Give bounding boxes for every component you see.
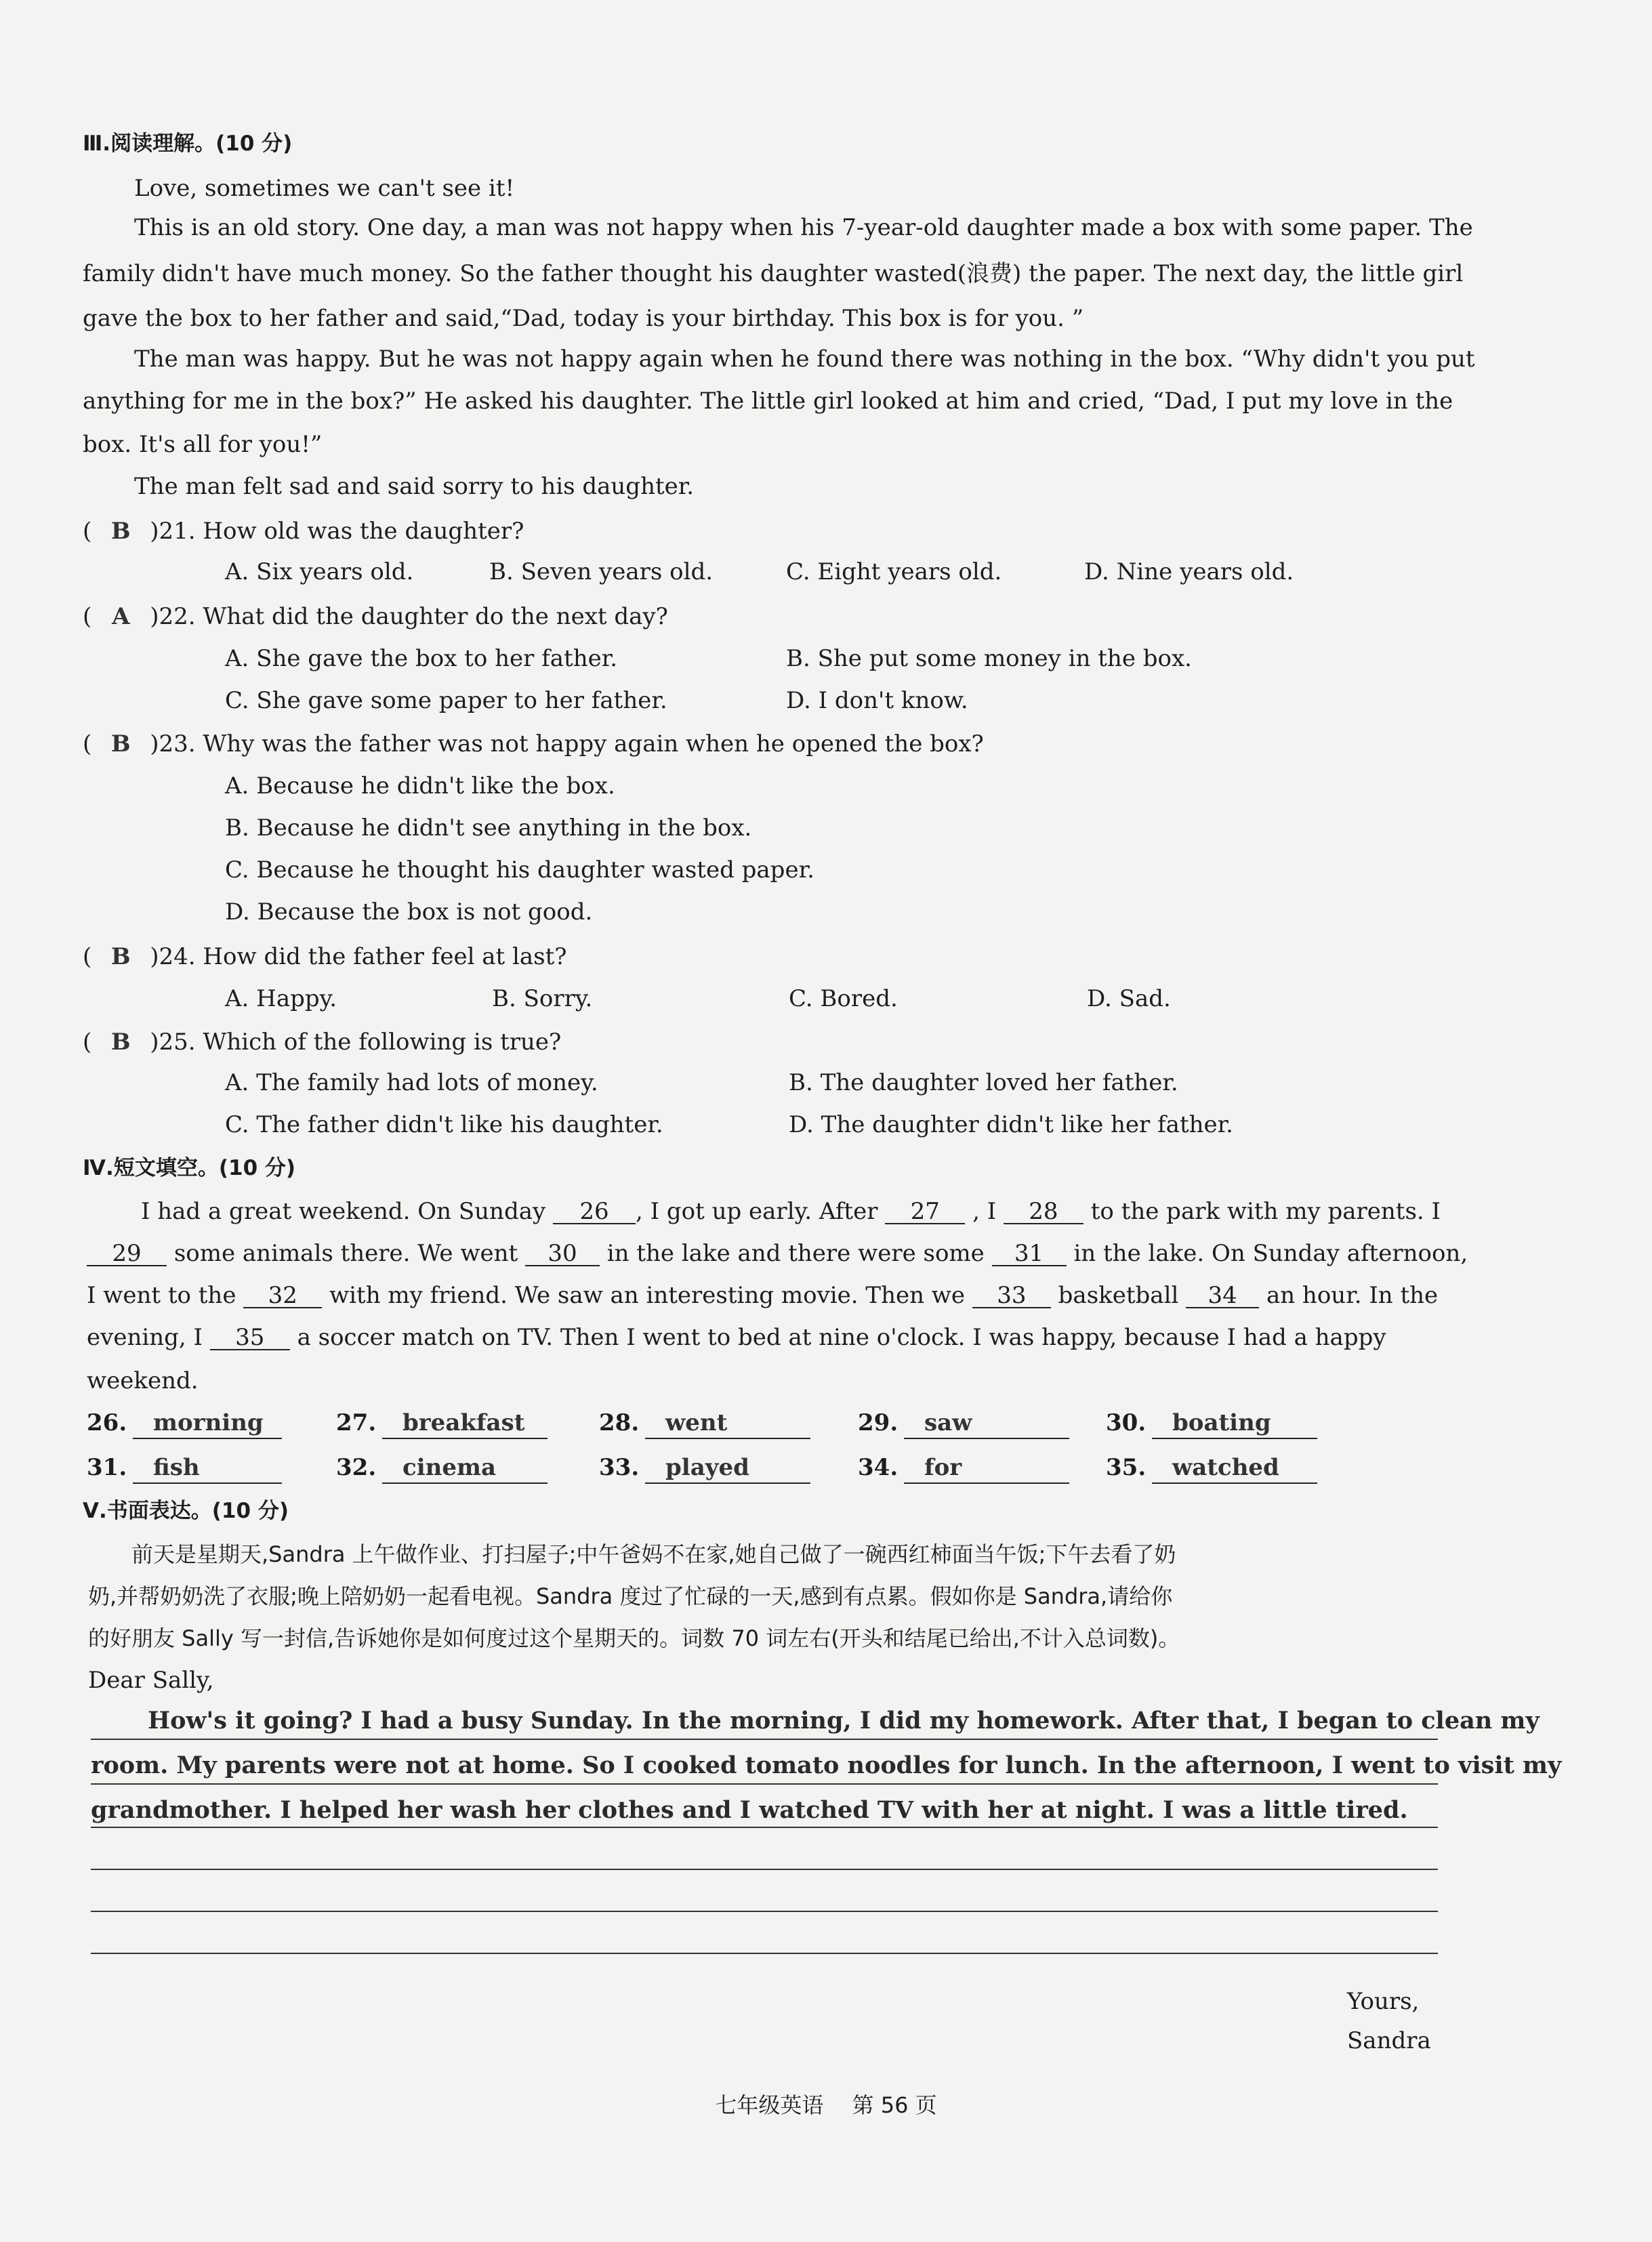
question-24: ( B )24. How did the father feel at last? [83, 943, 567, 970]
answer-mark: A [112, 603, 130, 630]
answer-mark: B [110, 730, 131, 757]
answer-number: 29. [858, 1409, 899, 1436]
blank-34: 34 [1186, 1284, 1259, 1308]
section-5-heading: Ⅴ.书面表达。(10 分) [83, 1499, 289, 1523]
passage-line: This is an old story. One day, a man was not happy when his 7-year-old daughter made a box with some paper. The [134, 214, 1473, 241]
question-stem: )25. Which of the following is true? [150, 1029, 562, 1056]
blank-35: 35 [210, 1326, 290, 1350]
essay-line: room. My parents were not at home. So I cooked tomato noodles for lunch. In the afternoon, I went to visit my [91, 1751, 1562, 1779]
question-23: ( B )23. Why was the father was not happy again when he opened the box? [83, 730, 984, 757]
passage-line: box. It's all for you!” [83, 431, 323, 458]
question-21: ( B )21. How old was the daughter? [83, 518, 524, 545]
question-stem: )24. How did the father feel at last? [150, 943, 567, 970]
option-c: C. She gave some paper to her father. [225, 687, 667, 714]
answer-word: breakfast [382, 1408, 548, 1439]
answer-number: 27. [336, 1409, 377, 1436]
essay-line: grandmother. I helped her wash her clothes and I watched TV with her at night. I was a little tired. [91, 1796, 1408, 1824]
blank-33: 33 [972, 1284, 1051, 1308]
writing-rule [91, 1783, 1438, 1785]
option-d: D. Because the box is not good. [225, 898, 593, 926]
option-b: B. Seven years old. [489, 558, 714, 585]
option-d: D. Sad. [1087, 985, 1171, 1012]
writing-prompt-line: 前天是星期天,Sandra 上午做作业、打扫屋子;中午爸妈不在家,她自己做了一碗西红柿面当午饭;下午去看了奶 [131, 1541, 1176, 1567]
option-d: D. I don't know. [786, 687, 968, 714]
answer-word: fish [133, 1453, 282, 1484]
option-c: C. Because he thought his daughter wasted paper. [225, 856, 814, 884]
passage-line: The man was happy. But he was not happy again when he found there was nothing in the box. “Why didn't you put [134, 346, 1475, 373]
answer-word: watched [1152, 1453, 1317, 1484]
option-a: A. The family had lots of money. [225, 1069, 598, 1096]
cloze-line-2: 29 some animals there. We went 30 in the lake and there were some 31 in the lake. On Sunday afternoon, [87, 1239, 1468, 1268]
cloze-line-5: weekend. [87, 1367, 199, 1394]
blank-27: 27 [885, 1200, 965, 1224]
option-a: A. Because he didn't like the box. [225, 772, 615, 800]
section-3-heading: Ⅲ.阅读理解。(10 分) [83, 131, 293, 156]
passage-line: gave the box to her father and said,“Dad, today is your birthday. This box is for you. ” [83, 305, 1084, 332]
answer-number: 26. [87, 1409, 127, 1436]
essay-line: How's it going? I had a busy Sunday. In the morning, I did my homework. After that, I began to clean my [148, 1707, 1540, 1735]
letter-closing: Yours, [1347, 1988, 1420, 2015]
blank-32: 32 [243, 1284, 322, 1308]
cloze-line-4: evening, I 35 a soccer match on TV. Then I went to bed at nine o'clock. I was happy, because I had a happy [87, 1324, 1386, 1351]
writing-rule [91, 1911, 1438, 1912]
answer-number: 33. [599, 1454, 640, 1481]
letter-greeting: Dear Sally, [88, 1667, 214, 1694]
question-22: ( A )22. What did the daughter do the next day? [83, 603, 668, 630]
question-stem: )23. Why was the father was not happy again when he opened the box? [150, 730, 984, 757]
answer-number: 35. [1106, 1454, 1147, 1481]
blank-26: 26 [553, 1200, 636, 1224]
answer-word: went [645, 1408, 810, 1439]
cloze-line-3: I went to the 32 with my friend. We saw an interesting movie. Then we 33 basketball 34 an hour. In the [87, 1282, 1439, 1309]
answer-number: 32. [336, 1454, 377, 1481]
writing-rule [91, 1827, 1438, 1828]
writing-rule [91, 1953, 1438, 1954]
answer-word: boating [1152, 1408, 1317, 1439]
blank-29: 29 [87, 1242, 167, 1266]
section-4-heading: Ⅳ.短文填空。(10 分) [83, 1156, 296, 1180]
writing-prompt-line: 奶,并帮奶奶洗了衣服;晚上陪奶奶一起看电视。Sandra 度过了忙碌的一天,感到有点累。假如你是 Sandra,请给你 [88, 1583, 1173, 1609]
answer-word: for [904, 1453, 1069, 1484]
passage-line: anything for me in the box?” He asked his daughter. The little girl looked at him and cried, “Dad, I put my love in the [83, 388, 1453, 415]
question-25: ( B )25. Which of the following is true? [83, 1029, 562, 1056]
option-c: C. Eight years old. [786, 558, 1002, 585]
option-a: A. She gave the box to her father. [225, 645, 618, 672]
answer-mark: B [110, 518, 131, 545]
writing-prompt-line: 的好朋友 Sally 写一封信,告诉她你是如何度过这个星期天的。词数 70 词左右(开头和结尾已给出,不计入总词数)。 [88, 1625, 1180, 1651]
blank-28: 28 [1004, 1200, 1083, 1224]
blank-31: 31 [992, 1242, 1067, 1266]
answer-word: played [645, 1453, 810, 1484]
question-stem: )21. How old was the daughter? [150, 518, 524, 545]
option-d: D. Nine years old. [1084, 558, 1294, 585]
option-c: C. The father didn't like his daughter. [225, 1111, 663, 1138]
option-d: D. The daughter didn't like her father. [789, 1111, 1233, 1138]
cloze-line-1: I had a great weekend. On Sunday 26 , I got up early. After 27 , I 28 to the park with my parents. I [141, 1198, 1441, 1225]
passage-line: The man felt sad and said sorry to his daughter. [134, 473, 695, 500]
answer-number: 28. [599, 1409, 640, 1436]
answer-number: 31. [87, 1454, 127, 1481]
blank-30: 30 [525, 1242, 600, 1266]
passage-title: Love, sometimes we can't see it! [134, 175, 515, 202]
option-b: B. Because he didn't see anything in the box. [225, 814, 752, 842]
answer-number: 30. [1106, 1409, 1147, 1436]
answer-number: 34. [858, 1454, 899, 1481]
question-stem: )22. What did the daughter do the next day? [150, 603, 668, 630]
option-b: B. Sorry. [492, 985, 593, 1012]
answer-mark: B [110, 1029, 131, 1056]
option-a: A. Happy. [225, 985, 337, 1012]
writing-rule [91, 1869, 1438, 1870]
option-b: B. The daughter loved her father. [789, 1069, 1178, 1096]
option-b: B. She put some money in the box. [786, 645, 1192, 672]
answer-word: cinema [382, 1453, 548, 1484]
letter-signature: Sandra [1347, 2027, 1431, 2054]
answer-word: morning [133, 1408, 282, 1439]
writing-rule [91, 1739, 1438, 1740]
answer-word: saw [904, 1408, 1069, 1439]
answer-mark: B [110, 943, 131, 970]
option-c: C. Bored. [789, 985, 898, 1012]
page-footer: 七年级英语 第 56 页 [715, 2092, 937, 2118]
option-a: A. Six years old. [225, 558, 414, 585]
passage-line: family didn't have much money. So the father thought his daughter wasted(浪费) the paper. The next day, the little girl [83, 260, 1464, 287]
